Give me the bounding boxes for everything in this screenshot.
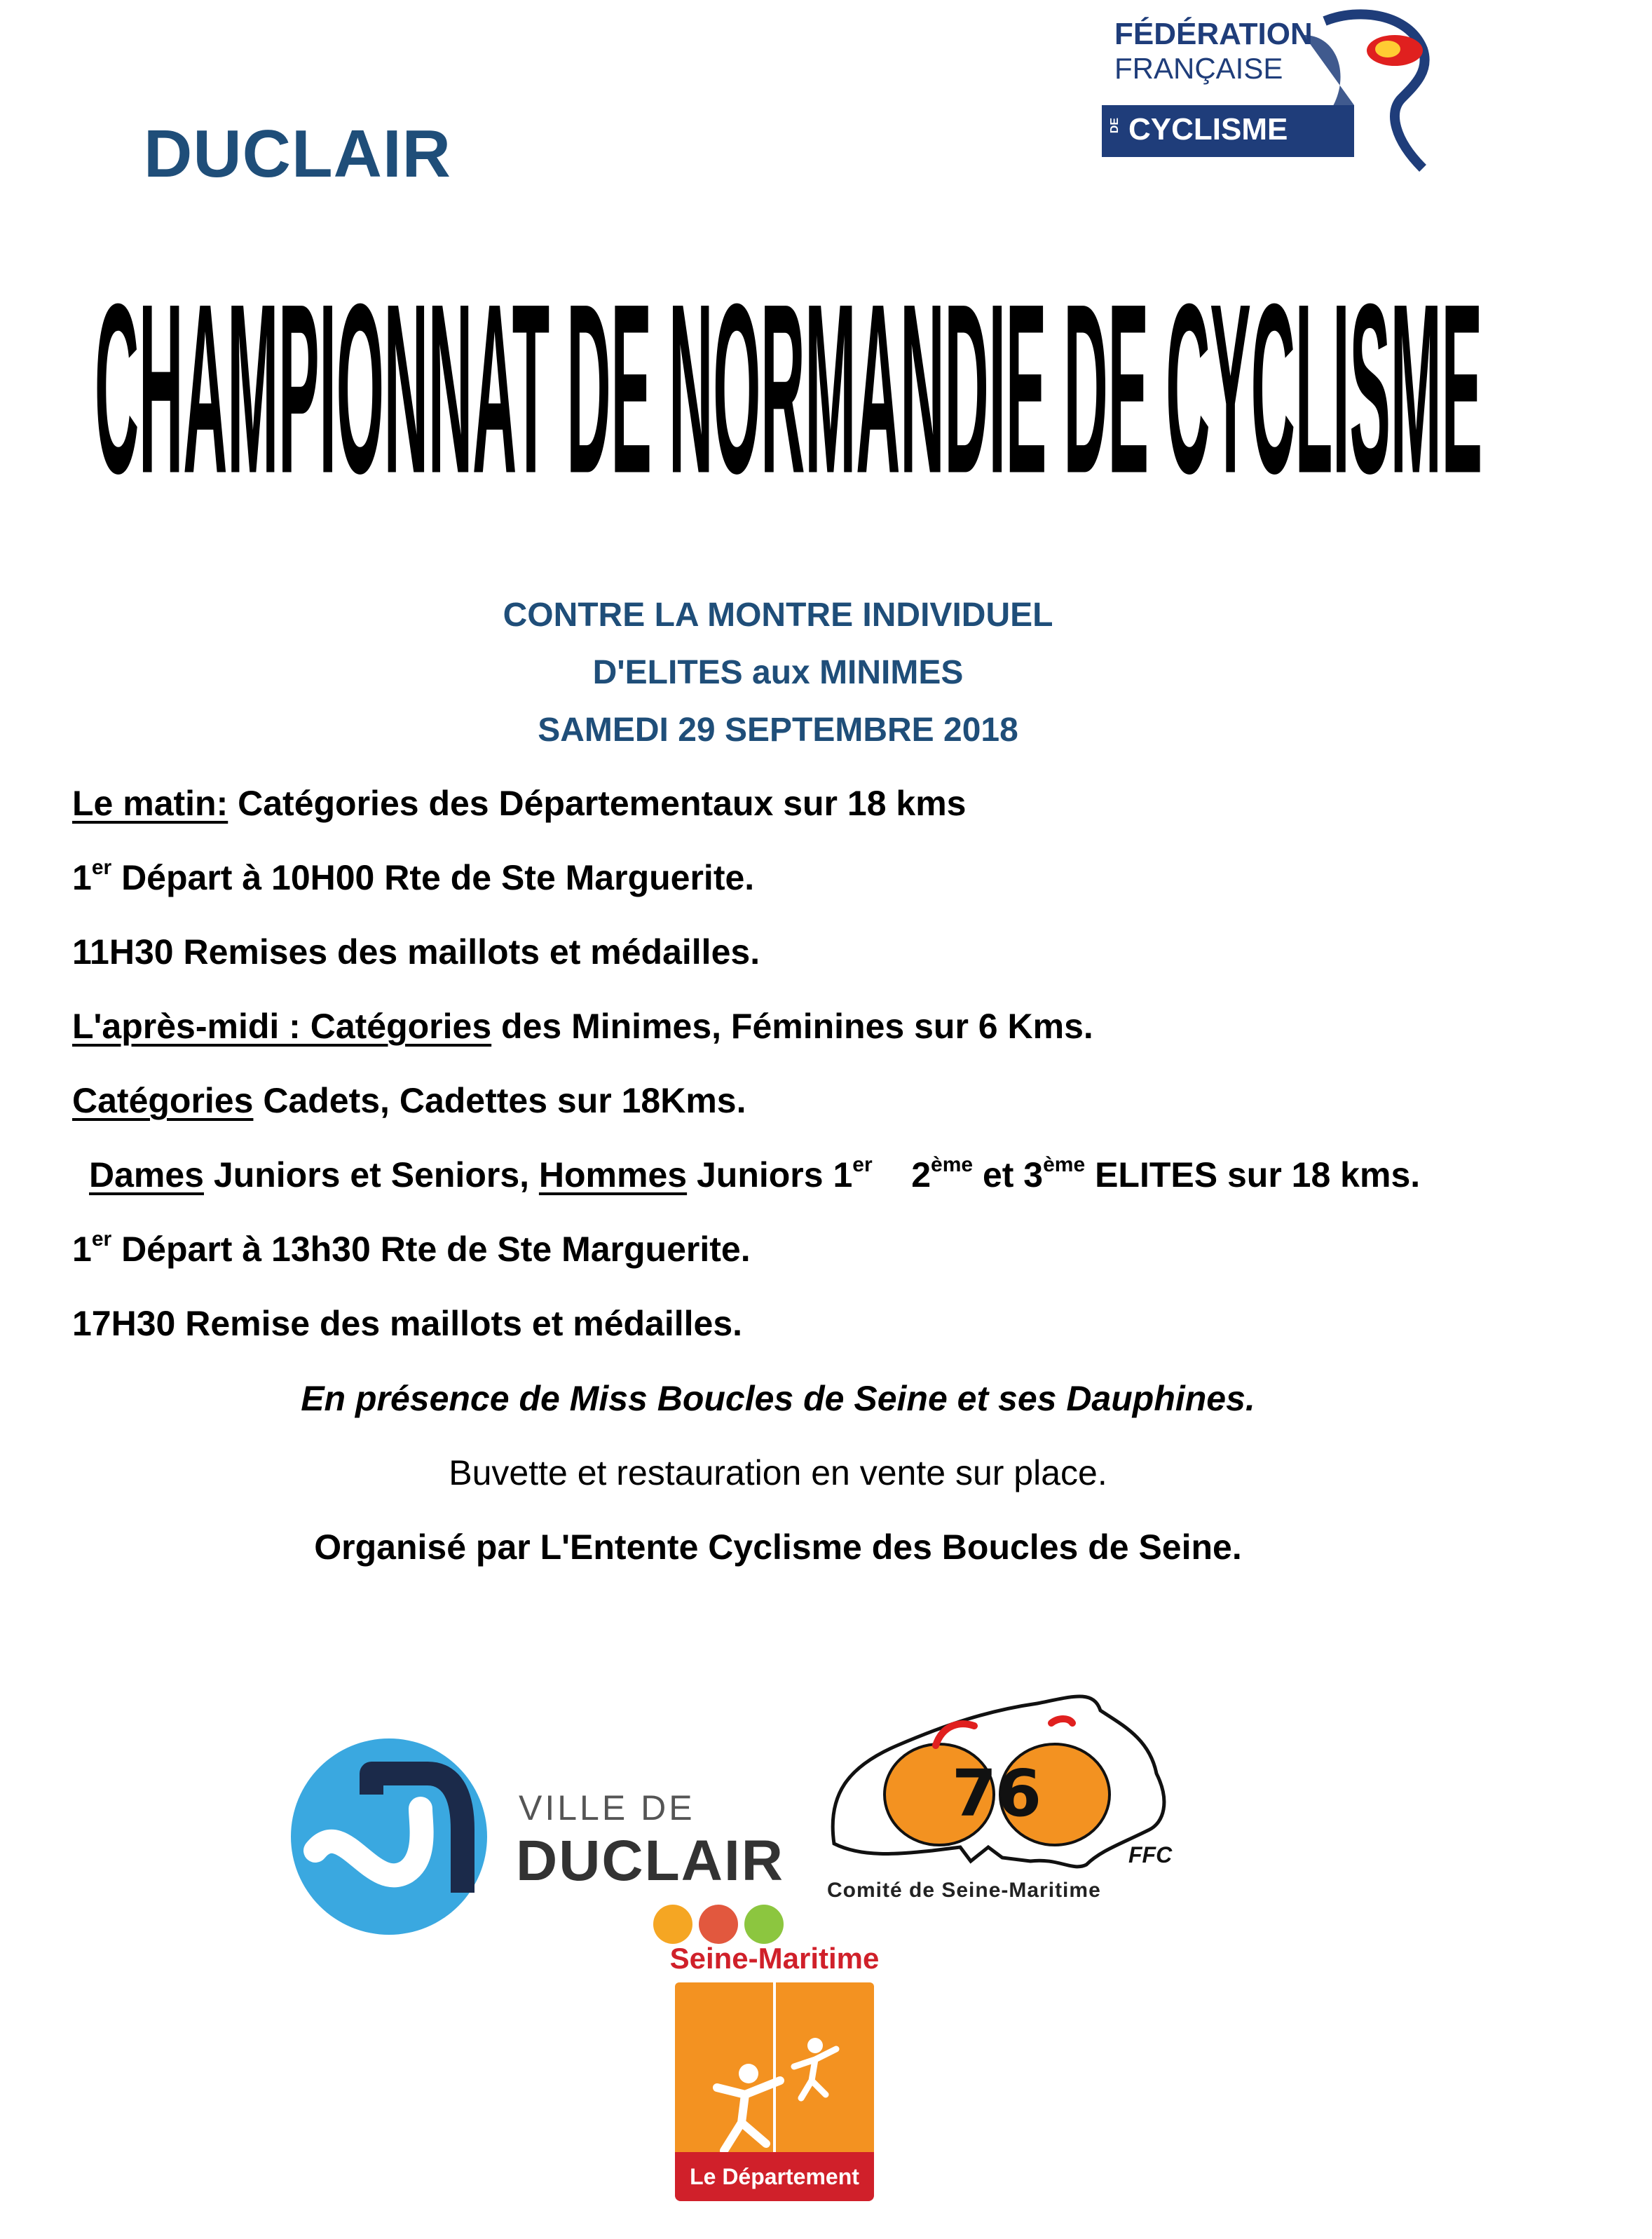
hommes-label: Hommes	[538, 1155, 688, 1195]
afternoon-text: des Minimes, Féminines sur 6 Kms.	[491, 1007, 1093, 1046]
morning-start-num: 1	[72, 858, 92, 897]
schedule-morning-start	[72, 857, 754, 898]
cadets-label: Catégories	[72, 1081, 254, 1120]
town-title: DUCLAIR	[144, 116, 451, 191]
schedule-afternoon-start	[72, 1229, 751, 1270]
afternoon-label: L'après-midi : Catégories	[72, 1007, 492, 1046]
schedule-cadets	[72, 1080, 746, 1121]
hommes-text-3: et 3	[973, 1155, 1044, 1195]
schedule-morning-categories	[72, 783, 966, 824]
comite-ffc: FFC	[1128, 1842, 1173, 1867]
morning-text: Catégories des Départementaux sur 18 kms	[228, 784, 967, 823]
main-title	[70, 238, 1507, 561]
morning-start-sup: er	[91, 856, 112, 879]
main-title-text: CHAMPIONNAT DE NORMANDIE DE CYCLISME	[94, 252, 1482, 524]
schedule-dames-hommes	[89, 1155, 1420, 1195]
seine-maritime-departement-logo	[669, 1942, 880, 2208]
hommes-sup-3: ème	[1043, 1153, 1086, 1176]
sm-logo-top: Seine-Maritime	[669, 1942, 880, 1975]
dames-text: Juniors et Seniors,	[204, 1155, 539, 1195]
dames-label: Dames	[89, 1155, 204, 1195]
cadets-text: Cadets, Cadettes sur 18Kms.	[253, 1081, 746, 1120]
comite-name: Comité de Seine-Maritime	[827, 1879, 1101, 1902]
schedule-afternoon-categories	[72, 1006, 1093, 1047]
hommes-sup-1: er	[852, 1153, 873, 1176]
ffc-logo-bar-text: CYCLISME	[1128, 112, 1288, 147]
schedule-afternoon-awards: 17H30 Remise des maillots et médailles.	[72, 1304, 743, 1343]
ffc-logo-bar-small: DE	[1109, 118, 1121, 134]
sm-logo-bottom: Le Département	[690, 2164, 859, 2189]
miss-boucles-note: En présence de Miss Boucles de Seine et ses Dauphines.	[301, 1379, 1255, 1418]
ffc-logo-line1: FÉDÉRATION	[1114, 17, 1313, 51]
duclair-logo-ville: VILLE DE	[519, 1788, 695, 1828]
comite-number: 76	[951, 1756, 1042, 1831]
ffc-logo	[1093, 7, 1472, 182]
subtitle-line-2: D'ELITES aux MINIMES	[592, 654, 964, 691]
hommes-text-1: Juniors 1	[687, 1155, 853, 1195]
ffc-logo-line2: FRANÇAISE	[1114, 52, 1283, 85]
organizer-note: Organisé par L'Entente Cyclisme des Boucles de Seine.	[314, 1527, 1242, 1567]
duclair-emblem-icon	[287, 1731, 512, 1942]
schedule-morning-awards: 11H30 Remises des maillots et médailles.	[72, 932, 760, 972]
hommes-sup-2: ème	[931, 1153, 974, 1176]
buvette-note: Buvette et restauration en vente sur place.	[449, 1453, 1107, 1492]
comite-seine-maritime-logo	[820, 1682, 1185, 1921]
subtitle-line-1: CONTRE LA MONTRE INDIVIDUEL	[503, 597, 1053, 634]
afternoon-start-sup: er	[91, 1227, 112, 1251]
sm-logo-foot	[675, 2152, 874, 2201]
morning-start-text: Départ à 10H00 Rte de Ste Marguerite.	[111, 858, 755, 897]
hommes-text-2: 2	[872, 1155, 931, 1195]
subtitle-date: SAMEDI 29 SEPTEMBRE 2018	[538, 712, 1018, 749]
hommes-text-4: ELITES sur 18 kms.	[1085, 1155, 1421, 1195]
morning-label: Le matin:	[72, 784, 228, 823]
afternoon-start-num: 1	[72, 1230, 92, 1269]
duclair-logo-name: DUCLAIR	[516, 1829, 784, 1893]
afternoon-start-text: Départ à 13h30 Rte de Ste Marguerite.	[111, 1230, 751, 1269]
ville-de-duclair-logo	[287, 1731, 792, 1942]
